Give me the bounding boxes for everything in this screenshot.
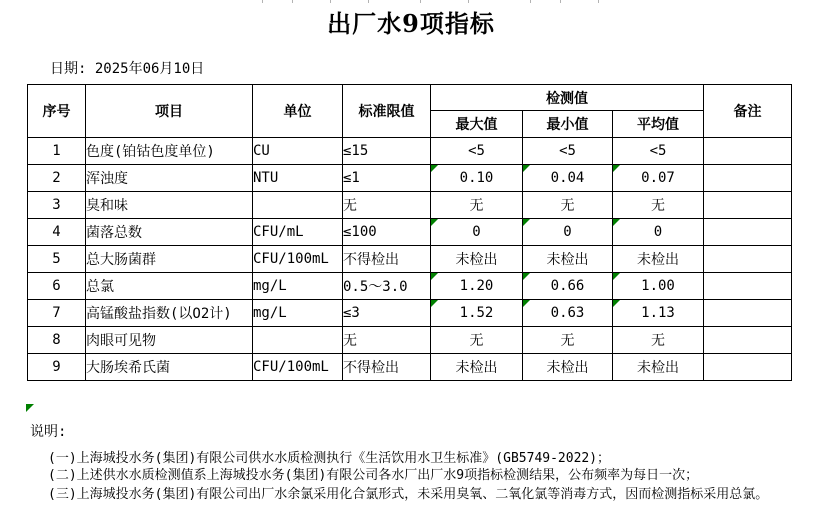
row-min-cell: 0 [523,219,613,246]
row-max-cell: 0 [431,219,523,246]
row-avg-cell: <5 [613,138,704,165]
table-row [28,165,792,192]
row-item-cell: 总大肠菌群 [86,246,253,273]
header-avg: 平均值 [613,111,704,138]
row-min-cell: 无 [523,327,613,354]
row-remark-cell [704,354,792,381]
indicator-table [27,84,792,381]
row-avg-cell: 1.00 [613,273,704,300]
row-no-cell: 3 [28,192,86,219]
header-item: 项目 [86,85,253,138]
row-unit-cell [253,192,343,219]
row-remark-cell [704,300,792,327]
gridline-artifact [598,0,599,3]
row-max-cell: 1.20 [431,273,523,300]
row-remark-cell [704,273,792,300]
gridline-artifact [292,0,293,3]
row-unit-cell: CFU/100mL [253,246,343,273]
row-remark-cell [704,219,792,246]
row-item-cell: 菌落总数 [86,219,253,246]
row-item-cell: 臭和味 [86,192,253,219]
row-min-cell: 0.04 [523,165,613,192]
row-no-cell: 2 [28,165,86,192]
gridline-artifact [262,0,263,3]
row-max-cell: 0.10 [431,165,523,192]
row-max-cell: 无 [431,327,523,354]
row-limit-cell: 无 [343,192,431,219]
table-row [28,246,792,273]
row-no-cell: 4 [28,219,86,246]
header-min: 最小值 [523,111,613,138]
row-no-cell: 6 [28,273,86,300]
gridline-artifact [560,0,561,3]
gridline-artifact [368,0,369,3]
row-item-cell: 总氯 [86,273,253,300]
row-limit-cell: ≤1 [343,165,431,192]
header-no: 序号 [28,85,86,138]
table-row [28,354,792,381]
row-remark-cell [704,246,792,273]
table-body [28,138,792,381]
table-row [28,192,792,219]
row-avg-cell: 无 [613,192,704,219]
row-max-cell: <5 [431,138,523,165]
row-unit-cell: CFU/100mL [253,354,343,381]
row-unit-cell: mg/L [253,300,343,327]
table-row [28,300,792,327]
note-line: (一)上海城投水务(集团)有限公司供水水质检测执行《生活饮用水卫生标准》(GB5749-2022)； [48,451,611,466]
row-remark-cell [704,165,792,192]
header-max: 最大值 [431,111,523,138]
row-limit-cell: ≤15 [343,138,431,165]
page-title: 出厂水9项指标 [327,9,495,38]
row-avg-cell: 0.07 [613,165,704,192]
row-limit-cell: ≤100 [343,219,431,246]
gridline-artifact [468,0,469,3]
notes-block [48,450,768,503]
row-min-cell: 0.63 [523,300,613,327]
table-row [28,219,792,246]
row-unit-cell: mg/L [253,273,343,300]
gridline-artifact [420,0,421,3]
table-row [28,273,792,300]
row-remark-cell [704,138,792,165]
row-min-cell: 未检出 [523,354,613,381]
row-avg-cell: 1.13 [613,300,704,327]
row-limit-cell: ≤3 [343,300,431,327]
table-row [28,327,792,354]
row-no-cell: 1 [28,138,86,165]
row-avg-cell: 未检出 [613,354,704,381]
row-limit-cell: 0.5～3.0 [343,273,431,300]
row-item-cell: 色度(铂钴色度单位) [86,138,253,165]
row-unit-cell: CFU/mL [253,219,343,246]
row-avg-cell: 未检出 [613,246,704,273]
header-unit: 单位 [253,85,343,138]
row-no-cell: 9 [28,354,86,381]
row-item-cell: 肉眼可见物 [86,327,253,354]
row-limit-cell: 不得检出 [343,246,431,273]
row-avg-cell: 0 [613,219,704,246]
row-remark-cell [704,327,792,354]
row-item-cell: 大肠埃希氏菌 [86,354,253,381]
table-row [28,138,792,165]
row-item-cell: 浑浊度 [86,165,253,192]
header-detection: 检测值 [431,85,704,111]
row-min-cell: 0.66 [523,273,613,300]
row-no-cell: 7 [28,300,86,327]
notes-label: 说明: [30,424,67,440]
row-max-cell: 未检出 [431,354,523,381]
row-avg-cell: 无 [613,327,704,354]
row-limit-cell: 无 [343,327,431,354]
row-max-cell: 无 [431,192,523,219]
row-no-cell: 5 [28,246,86,273]
flag-triangle-marker [26,404,34,412]
header-remark: 备注 [704,85,792,138]
row-unit-cell [253,327,343,354]
row-no-cell: 8 [28,327,86,354]
header-limit: 标准限值 [343,85,431,138]
note-line: (三)上海城投水务(集团)有限公司出厂水余氯采用化合氯形式，未采用臭氧、二氧化氯等消毒方式，因而检测指标采用总氯。 [48,487,769,502]
row-remark-cell [704,192,792,219]
gridline-artifact [530,0,531,3]
row-min-cell: 无 [523,192,613,219]
note-line: (二)上述供水水质检测值系上海城投水务(集团)有限公司各水厂出厂水9项指标检测结果，公布频率为每日一次； [48,468,699,483]
row-limit-cell: 不得检出 [343,354,431,381]
row-min-cell: 未检出 [523,246,613,273]
row-max-cell: 1.52 [431,300,523,327]
row-min-cell: <5 [523,138,613,165]
row-unit-cell: CU [253,138,343,165]
row-max-cell: 未检出 [431,246,523,273]
gridline-artifact [330,0,331,3]
report-date: 日期: 2025年06月10日 [50,61,205,77]
row-item-cell: 高锰酸盐指数(以O2计) [86,300,253,327]
row-unit-cell: NTU [253,165,343,192]
